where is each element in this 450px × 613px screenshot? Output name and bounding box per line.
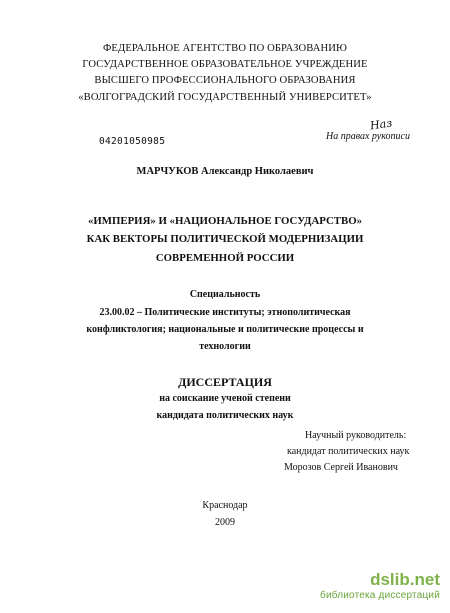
watermark-logo-main: dslib — [370, 570, 410, 589]
specialty-label: Специальность — [189, 289, 261, 300]
site-watermark — [320, 571, 440, 601]
author-name: МАРЧУКОВ Александр Николаевич — [136, 166, 314, 177]
header-agency: ФЕДЕРАЛЬНОЕ АГЕНТСТВО ПО ОБРАЗОВАНИЮ — [102, 43, 348, 54]
manuscript-note: На правах рукописи — [326, 131, 410, 142]
watermark-logo — [320, 571, 440, 588]
header-university: «ВОЛГОГРАДСКИЙ ГОСУДАРСТВЕННЫЙ УНИВЕРСИТЕТ» — [78, 92, 372, 103]
footer-city: Краснодар — [202, 500, 248, 511]
dissertation-label: ДИССЕРТАЦИЯ — [178, 375, 272, 389]
watermark-logo-tld: net — [414, 570, 440, 589]
supervisor-label: Научный руководитель: — [305, 430, 407, 441]
watermark-logo-dot: . — [409, 570, 415, 589]
header-education-level: ВЫСШЕГО ПРОФЕССИОНАЛЬНОГО ОБРАЗОВАНИЯ — [94, 75, 356, 86]
title-line-1: «ИМПЕРИЯ» И «НАЦИОНАЛЬНОЕ ГОСУДАРСТВО» — [87, 215, 362, 227]
specialty-line-2: конфликтология; национальные и политические процессы и — [86, 324, 364, 335]
handwritten-signature: Наз — [369, 116, 393, 133]
supervisor-name: Морозов Сергей Иванович — [284, 462, 398, 473]
footer-year: 2009 — [215, 517, 235, 528]
dissertation-degree-line-1: на соискание ученой степени — [159, 393, 291, 404]
specialty-line-3: технологии — [199, 341, 251, 352]
library-stamp-number: 04201050985 — [99, 136, 166, 147]
header-institution-type: ГОСУДАРСТВЕННОЕ ОБРАЗОВАТЕЛЬНОЕ УЧРЕЖДЕНИЕ — [82, 59, 368, 70]
title-line-3: СОВРЕМЕННОЙ РОССИИ — [155, 252, 295, 264]
dissertation-degree-line-2: кандидата политических наук — [156, 410, 294, 421]
title-line-2: КАК ВЕКТОРЫ ПОЛИТИЧЕСКОЙ МОДЕРНИЗАЦИИ — [86, 233, 364, 245]
watermark-subtitle: библиотека диссертаций — [320, 590, 440, 601]
specialty-line-1: 23.00.02 – Политические институты; этнополитическая — [99, 307, 351, 318]
supervisor-degree: кандидат политических наук — [287, 446, 410, 457]
